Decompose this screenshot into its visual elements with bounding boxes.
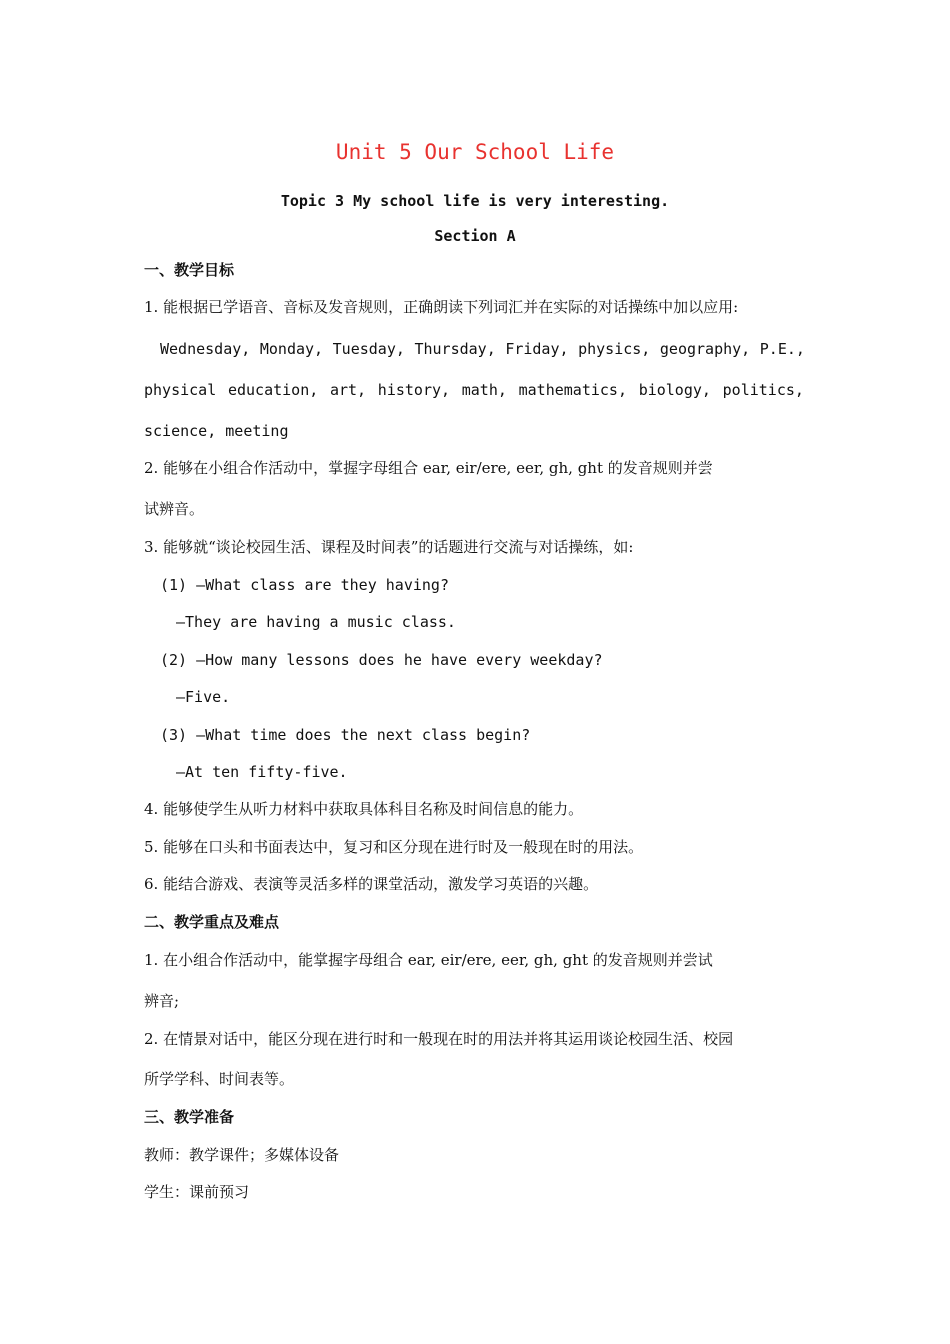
topic-heading: Topic 3 My school life is very interesting. [280,192,670,210]
key-point-2-cont: 所学学科、时间表等。 [144,1070,295,1088]
vocab-word: education, [227,381,319,399]
vocab-word: Monday, [259,340,324,358]
vocab-word: Thursday, [414,340,496,358]
key-point-1-cont: 辨音; [144,992,180,1010]
dialogue-answer: —They are having a music class. [176,613,456,631]
key-point-2: 2. 在情景对话中，能区分现在进行时和一般现在时的用法并将其运用谈论校园生活、校园 [144,1030,734,1048]
vocab-word: Friday, [505,340,569,358]
dialogue-question: (1) —What class are they having? [160,576,449,594]
vocab-word: Tuesday, [332,340,405,358]
vocab-word: art, [329,381,367,399]
dialogue-question: (3) —What time does the next class begin? [160,726,531,744]
section-heading: Section A [434,227,516,245]
vocab-word: mathematics, [518,381,627,399]
vocab-line-1 [160,339,805,359]
part2-heading: 二、教学重点及难点 [144,913,280,931]
objective-item-2: 2. 能够在小组合作活动中，掌握字母组合 ear, eir/ere, eer, gh, ght 的发音规则并尝 [144,459,713,477]
dialogue-answer: —Five. [176,688,231,706]
dialogue-answer: —At ten fifty-five. [176,763,348,781]
vocab-word: politics, [722,381,804,399]
vocab-word: biology, [638,381,711,399]
vocab-word: Wednesday, [160,340,251,358]
objective-item-5: 5. 能够在口头和书面表达中，复习和区分现在进行时及一般现在时的用法。 [144,838,644,856]
vocab-word: geography, [659,340,751,358]
vocab-word: math, [461,381,507,399]
part1-heading: 一、教学目标 [144,261,235,279]
objective-item-6: 6. 能结合游戏、表演等灵活多样的课堂活动，激发学习英语的兴趣。 [144,875,599,893]
objective-item-3: 3. 能够就“谈论校园生活、课程及时间表”的话题进行交流与对话操练，如: [144,538,634,556]
key-point-1: 1. 在小组合作活动中，能掌握字母组合 ear, eir/ere, eer, gh, ght 的发音规则并尝试 [144,951,713,969]
vocab-word: history, [377,381,451,399]
part3-heading: 三、教学准备 [144,1108,235,1126]
objective-item-2-cont: 试辨音。 [144,500,205,518]
unit-title: Unit 5 Our School Life [335,140,615,164]
vocab-word: physical [144,381,217,399]
vocab-word: P.E., [759,340,805,358]
teacher-prep: 教师：教学课件；多媒体设备 [144,1146,340,1164]
objective-item-4: 4. 能够使学生从听力材料中获取具体科目名称及时间信息的能力。 [144,800,584,818]
student-prep: 学生：课前预习 [144,1183,250,1201]
vocab-word: physics, [578,340,651,358]
vocab-line-2 [144,380,804,400]
dialogue-question: (2) —How many lessons does he have every weekday? [160,651,603,669]
objective-item-1: 1. 能根据已学语音、音标及发音规则，正确朗读下列词汇并在实际的对话操练中加以应用: [144,298,739,316]
vocab-line-3: science, meeting [144,422,289,440]
